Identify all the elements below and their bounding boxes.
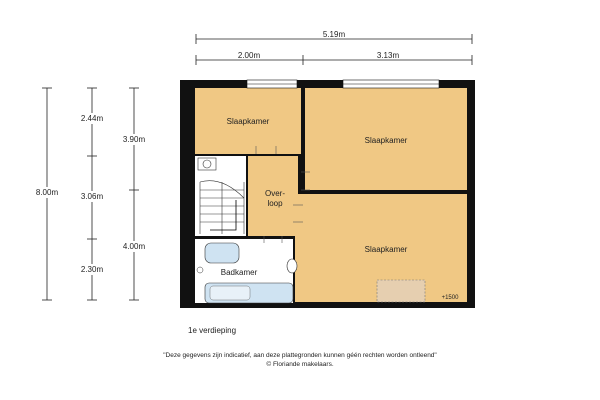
ceiling-height-marker: +1500 [441, 295, 459, 301]
label-bedroom-bottom-right: Slaapkamer [364, 245, 408, 254]
dim-left-lower: 4.00m [122, 242, 146, 251]
floor-label: 1e verdieping [188, 326, 237, 335]
left-dimension-two-parts [118, 88, 150, 300]
skylight [377, 280, 425, 302]
dim-left-upper: 3.90m [122, 135, 146, 144]
disclaimer: "Deze gegevens zijn indicatief, aan deze plattegronden kunnen géén rechten worden ontleend" [163, 352, 437, 359]
left-dimension-total [32, 88, 62, 300]
label-bedroom-small: Slaapkamer [226, 117, 270, 126]
dim-left-a: 2.44m [80, 114, 104, 123]
toilet [287, 259, 297, 273]
top-dimension-total [196, 30, 472, 44]
label-landing-line1: Over- [265, 189, 285, 198]
dim-left-total: 8.00m [35, 188, 59, 197]
dim-top-right: 3.13m [376, 51, 400, 60]
dim-left-c: 2.30m [80, 265, 104, 274]
dim-top-left: 2.00m [237, 51, 261, 60]
label-bedroom-top-right: Slaapkamer [364, 136, 408, 145]
sink [205, 243, 239, 263]
label-landing-line2: loop [267, 199, 283, 208]
label-bathroom: Badkamer [220, 268, 258, 277]
left-dimension-three-parts [76, 88, 108, 300]
top-dimension-split [196, 51, 472, 65]
dim-left-b: 3.06m [80, 192, 104, 201]
dim-top-total: 5.19m [322, 30, 346, 39]
copyright: © Floriande makelaars. [266, 361, 334, 368]
